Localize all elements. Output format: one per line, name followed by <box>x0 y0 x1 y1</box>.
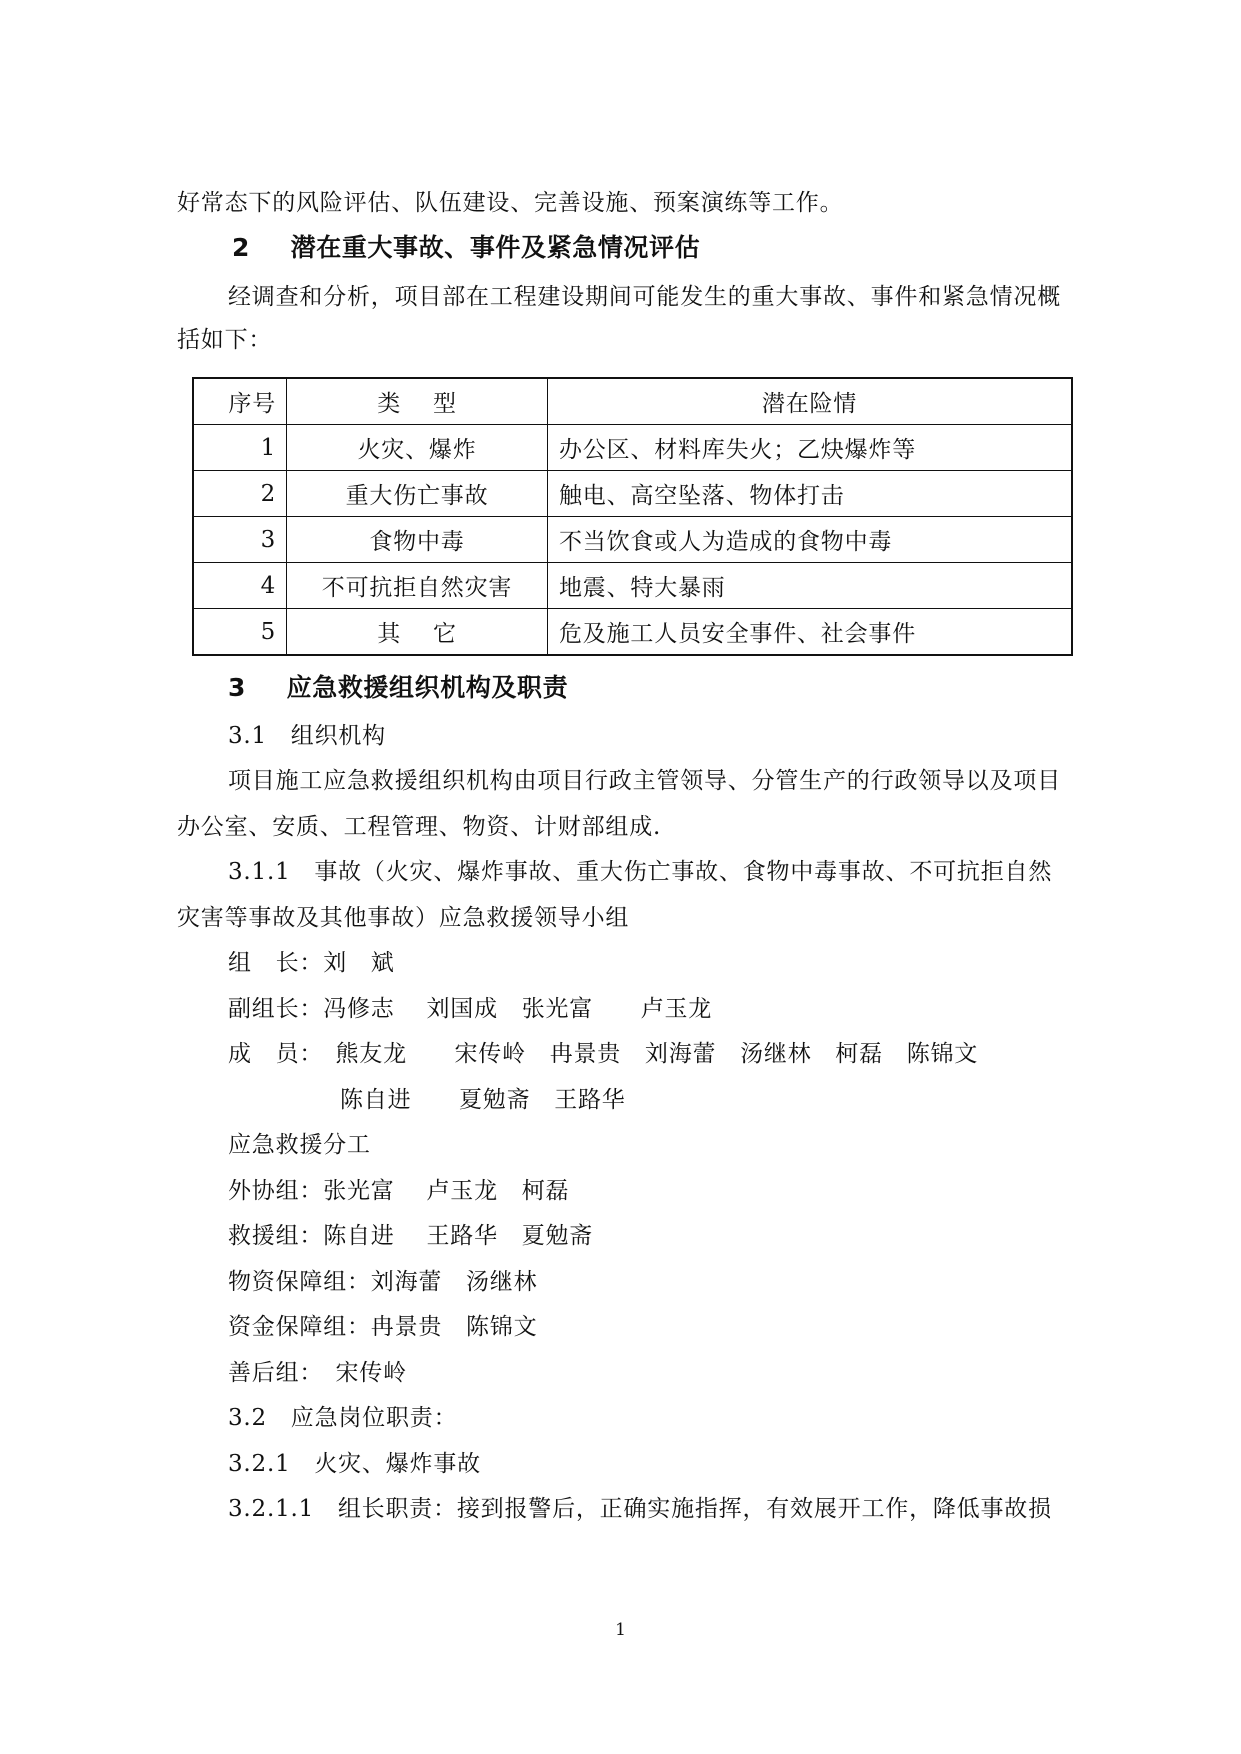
header-risk: 潜在险情 <box>548 378 1073 425</box>
s31-para-line2: 办公室、安质、工程管理、物资、计财部组成. <box>177 814 662 840</box>
row-type: 其 它 <box>287 609 548 656</box>
s31-heading: 3.1 组织机构 <box>228 723 386 749</box>
section2-para-line2: 括如下： <box>177 327 273 353</box>
risk-table <box>192 377 1073 656</box>
row-no: 3 <box>193 517 287 563</box>
row-type: 重大伤亡事故 <box>287 471 548 517</box>
row-type: 食物中毒 <box>287 517 548 563</box>
row-type: 不可抗拒自然灾害 <box>287 563 548 609</box>
row-no: 2 <box>193 471 287 517</box>
section2-heading <box>232 232 700 264</box>
supplies-group-line: 物资保障组：刘海蕾 汤继林 <box>228 1269 538 1295</box>
intro-tail-line: 好常态下的风险评估、队伍建设、完善设施、预案演练等工作。 <box>177 190 844 216</box>
header-type: 类 型 <box>287 378 548 425</box>
s311-line1: 3.1.1 事故（火灾、爆炸事故、重大伤亡事故、食物中毒事故、不可抗拒自然 <box>228 859 1053 885</box>
members-line1: 成 员： 熊友龙 宋传岭 冉景贵 刘海蕾 汤继林 柯磊 陈锦文 <box>228 1041 979 1067</box>
header-no: 序号 <box>193 378 287 425</box>
page-number: 1 <box>615 1620 626 1640</box>
section3-heading <box>228 672 568 704</box>
row-risk: 地震、特大暴雨 <box>548 563 1073 609</box>
s3211-line: 3.2.1.1 组长职责：接到报警后，正确实施指挥，有效展开工作，降低事故损 <box>228 1496 1052 1522</box>
section2-para-line1: 经调查和分析，项目部在工程建设期间可能发生的重大事故、事件和紧急情况概 <box>228 284 1061 310</box>
section2-title: 潜在重大事故、事件及紧急情况评估 <box>290 233 701 262</box>
row-risk: 不当饮食或人为造成的食物中毒 <box>548 517 1073 563</box>
table-row <box>193 609 1072 656</box>
s311-line2: 灾害等事故及其他事故）应急救援领导小组 <box>177 905 630 931</box>
row-no: 1 <box>193 425 287 471</box>
members-line2: 陈自进 夏勉斋 王路华 <box>340 1087 626 1113</box>
rescue-group-line: 救援组：陈自进 王路华 夏勉斋 <box>228 1223 594 1249</box>
funds-group-line: 资金保障组：冉景贵 陈锦文 <box>228 1314 538 1340</box>
row-type: 火灾、爆炸 <box>287 425 548 471</box>
row-risk: 危及施工人员安全事件、社会事件 <box>548 609 1073 656</box>
s31-para-line1: 项目施工应急救援组织机构由项目行政主管领导、分管生产的行政领导以及项目 <box>228 768 1061 794</box>
table-row <box>193 517 1072 563</box>
table-row <box>193 471 1072 517</box>
table-row <box>193 563 1072 609</box>
row-risk: 办公区、材料库失火；乙炔爆炸等 <box>548 425 1073 471</box>
row-no: 4 <box>193 563 287 609</box>
row-no: 5 <box>193 609 287 656</box>
aftermath-group-line: 善后组： 宋传岭 <box>228 1360 407 1386</box>
row-risk: 触电、高空坠落、物体打击 <box>548 471 1073 517</box>
section3-number: 3 <box>228 673 246 702</box>
table-row <box>193 425 1072 471</box>
liaison-group-line: 外协组：张光富 卢玉龙 柯磊 <box>228 1178 570 1204</box>
s32-heading: 3.2 应急岗位职责： <box>228 1405 458 1431</box>
risk-table-header-row <box>193 378 1072 425</box>
leader-line: 组 长：刘 斌 <box>228 950 395 976</box>
section3-title: 应急救援组织机构及职责 <box>286 673 569 702</box>
division-heading: 应急救援分工 <box>228 1132 371 1158</box>
section2-number: 2 <box>232 233 250 262</box>
s321-heading: 3.2.1 火灾、爆炸事故 <box>228 1451 481 1477</box>
deputy-line: 副组长：冯修志 刘国成 张光富 卢玉龙 <box>228 996 713 1022</box>
